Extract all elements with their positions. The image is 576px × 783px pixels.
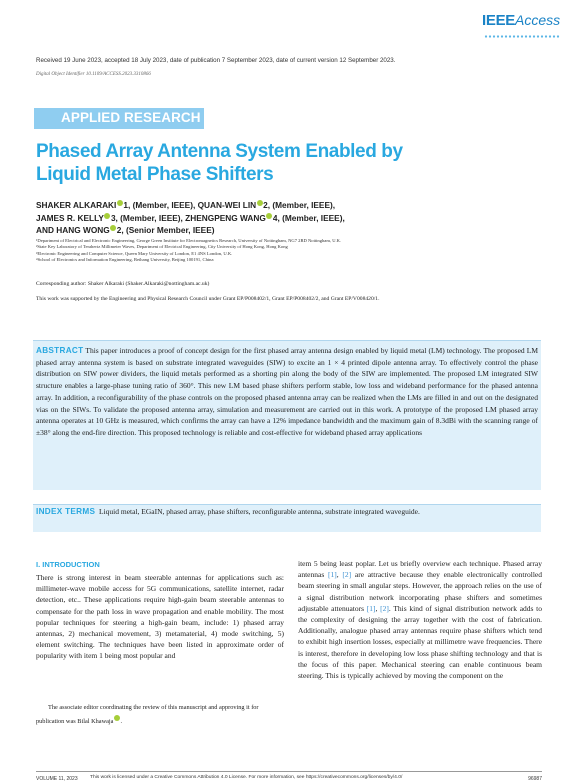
section-heading: I. INTRODUCTION xyxy=(36,560,100,569)
affiliations xyxy=(36,238,476,264)
author-name: SHAKER ALKARAKI xyxy=(36,200,117,210)
orcid-icon[interactable] xyxy=(104,213,110,219)
body-text: . This kind of signal distribution network adds to the complexity of designing the array together with the cost of fabrication. Additionally, analogue phased array antennas require phase shifters which tend to exhibit high insertion losses, especially at millimetre wave frequencies. There is interest, therefore in developing low loss phase shifting technology and that is the focus of this paper. Mechanical steering can enable continuous beam steering. This is typically achieved by moving the component on the xyxy=(298,603,543,681)
editor-note: The associate editor coordinating the review of this manuscript and approving it for publication was Bilal Khawaja . xyxy=(36,704,259,725)
affiliation: ⁴School of Electronics and Information Engineering, Beihang University, Beijing 100191, China xyxy=(36,257,214,263)
affiliation: ³Electronic Engineering and Computer Science, Queen Mary University of London, E1 4NS London, U.K. xyxy=(36,250,233,256)
body-text: are attractive because they enable electronically controlled beam steering in small angular steps. However, the approach relies on the use of a signal distribution network incorporating phase shifters and sometimes adjustable attenuators xyxy=(298,570,542,613)
index-terms xyxy=(36,506,538,518)
paper-title: Phased Array Antenna System Enabled by Liquid Metal Phase Shifters xyxy=(36,141,403,185)
section-label: APPLIED RESEARCH xyxy=(61,110,201,125)
citation-link[interactable]: [1] xyxy=(366,603,376,613)
affiliation: ¹Department of Electrical and Electronic Engineering, George Green Institute for Electromagnetics Research, University of Nottingham, NG7 2RD Nottingham, U.K. xyxy=(36,238,342,243)
body-column-left: There is strong interest in beam steerable antennas for applications such as: millimeter-wave mobile access for 5G communications, satellite internet, radar detection, etc.. These applications require high-gain beam steerable antennas to compensate for the path loss in wave propagation and enable mobility. The most popular techniques for steering a high-gain beam, include: 1) phased array antennas, 2) mechanical movement, 3) metamaterial, 4) mode switching, 5) element switching. The techniques have been listed in approximate order of popularity with item 1 being most popular and xyxy=(36,573,284,661)
logo-dots xyxy=(484,34,560,39)
body-text: item 5 being least poplar. Let us briefly overview each technique. Phased array antennas xyxy=(298,559,542,580)
citation-link[interactable]: [1] xyxy=(328,570,337,580)
section-label-banner xyxy=(34,108,204,129)
abstract xyxy=(36,345,538,439)
author-text: 3, (Member, IEEE), ZHENGPENG WANG xyxy=(110,212,266,223)
affiliation: ²State Key Laboratory of Terahertz Millimeter Waves, Department of Electrical Engineering, City University of Hong Kong, Hong Kong xyxy=(36,244,288,250)
footer-page-number: 96987 xyxy=(528,776,542,782)
author-text: 2, (Senior Member, IEEE) xyxy=(116,225,215,236)
citation-link[interactable]: [2] xyxy=(380,603,389,613)
footer-volume: VOLUME 11, 2023 xyxy=(36,776,78,782)
logo-ieee-text: IEEE xyxy=(482,12,515,29)
author-name: JAMES R. KELLY xyxy=(36,212,104,223)
abstract-label: ABSTRACT xyxy=(36,346,84,355)
body-text: , xyxy=(375,603,381,613)
index-terms-text: Liquid metal, EGaIN, phased array, phase shifters, reconfigurable antenna, substrate integrated waveguide. xyxy=(99,507,420,516)
author-text: 4, (Member, IEEE), xyxy=(272,212,345,223)
body-column-right xyxy=(298,558,542,681)
orcid-icon[interactable] xyxy=(110,225,116,231)
orcid-icon[interactable] xyxy=(257,200,263,206)
ieee-access-logo xyxy=(482,12,562,42)
index-terms-label: INDEX TERMS xyxy=(36,507,96,516)
orcid-icon[interactable] xyxy=(266,213,272,219)
logo-access-text: Access xyxy=(514,12,561,28)
footer-license[interactable]: This work is licensed under a Creative Commons Attribution 4.0 License. For more information, see https://creativecommons.org/licenses/by/4.0/ xyxy=(90,775,403,780)
body-text: , xyxy=(336,570,343,580)
author-name: AND HANG WONG xyxy=(36,225,110,236)
orcid-icon[interactable] xyxy=(117,200,123,206)
editor-note-text: The associate editor coordinating the review of this manuscript and approving it for publication was Bilal Khawaja xyxy=(36,704,259,725)
footer-rule xyxy=(36,771,542,772)
author-list xyxy=(36,199,456,237)
publication-dates: Received 19 June 2023, accepted 18 July 2023, date of publication 7 September 2023, date of current version 12 September 2023. xyxy=(36,57,396,64)
abstract-text: This paper introduces a proof of concept design for the first phased array antenna design enabled by liquid metal (LM) technology. The proposed LM phased array antenna system is based on substrate integrated waveguides (SIW) to excite an 1 × 4 printed dipole antenna array. To effectively control the phase distribution on SIW power dividers, the liquid metals performed as a shorting pin along the body of the SIW are implemented. The proposed LM integrated SIW structure enables a large-phase tuning ratio of 360°. This new LM based phase shifters perform stable, low loss and wideband performance for the phased antenna array. In addition, a reconfigurability of the phase controls on the proposed phased antenna array can be realized when the LMs are filled in and out on the designated vias on the SIWs. To validate the proposed antenna array, simulation and measurement are carried out in this work. A prototype of the proposed LM phased array antenna operates at 10 GHz is measured, which confirms the array can have a 12% impedance bandwidth and the maximum gain of 8.3dBi with the scanning range of ±38° along the end-fire direction. This proposed technology is reliable and cost-effective for wideband phased array applications xyxy=(36,346,538,437)
citation-link[interactable]: [2] xyxy=(342,570,352,580)
orcid-icon[interactable] xyxy=(114,715,120,721)
doi: Digital Object Identifier 10.1109/ACCESS.2023.3310866 xyxy=(36,72,151,77)
corresponding-author: Corresponding author: Shaker Alkaraki (Shaker.Alkaraki@nottingham.ac.uk) xyxy=(36,281,210,287)
author-text: 2, (Member, IEEE), xyxy=(263,200,336,210)
funding-statement: This work was supported by the Engineering and Physical Research Council under Grant EP/P008402/1, Grant EP/P008402/2, and Grant EP/V008420/1. xyxy=(36,296,380,302)
author-text: 1, (Member, IEEE), QUAN-WEI LIN xyxy=(123,200,257,210)
